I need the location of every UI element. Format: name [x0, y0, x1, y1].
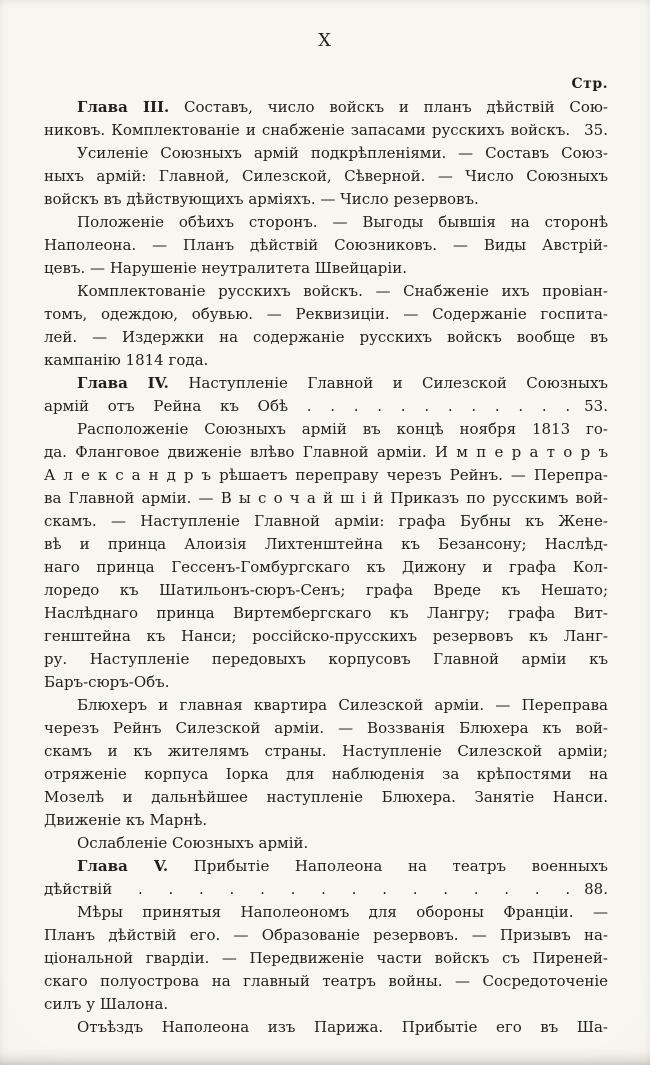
text-line: Расположеніе Союзныхъ армій въ концѣ ноября 1813 го- [77, 420, 608, 438]
text-line: черезъ Рейнъ Силезской арміи. — Воззванія Блюхера къ вой- [44, 719, 608, 737]
chapter-title-pageline [44, 119, 608, 142]
text-line: Комплектованіе русскихъ войскъ. — Снабженіе ихъ провіан- [77, 282, 608, 300]
text-line: ру. Наступленіе передовыхъ корпусовъ Главной арміи къ [44, 650, 608, 668]
text-line: Отъѣздъ Наполеона изъ Парижа. Прибытіе его въ Ша- [77, 1018, 608, 1036]
chapter-title-line [44, 855, 608, 878]
toc-paragraph-continued [44, 1016, 608, 1039]
text-line: ціональной гвардіи. — Передвиженіе части войскъ съ Пиреней- [44, 949, 608, 967]
text-line: лоредо къ Шатильонъ-сюръ-Сенъ; графа Вреде къ Нешато; [44, 581, 608, 599]
chapter-title-line [44, 372, 608, 395]
text-line: Мозелѣ и дальнѣйшее наступленіе Блюхера. Занятіе Нанси. [44, 788, 608, 806]
text-line: томъ, одеждою, обувью. — Реквизиціи. — Содержаніе госпита- [44, 305, 608, 323]
text-line: кампанію 1814 года. [44, 351, 209, 369]
chapter-label: Глава IV. [77, 374, 169, 392]
chapter-title-continuation: армій отъ Рейна къ Обѣ . . . . . . . . . . . . [44, 397, 571, 415]
text-line: наго принца Гессенъ-Гомбургскаго къ Дижону и графа Кол- [44, 558, 608, 576]
text-line: лей. — Издержки на содержаніе русскихъ войскъ вообще въ [44, 328, 608, 346]
text-line: Планъ дѣйствій его. — Образованіе резервовъ. — Призывъ на- [44, 926, 608, 944]
text-line: А л е к с а н д р ъ рѣшаетъ переправу черезъ Рейнъ. — Перепра- [44, 466, 608, 484]
toc-paragraph [44, 694, 608, 832]
text-line: ныхъ армій: Главной, Силезской, Сѣверной. — Число Союзныхъ [44, 167, 608, 185]
text-line: да. Фланговое движеніе влѣво Главной арміи. И м п е р а т о р ъ [44, 443, 608, 461]
chapter-title-pageline [44, 878, 608, 901]
toc-entry-chapter-3 [44, 96, 608, 142]
chapter-title-text: Прибытіе Наполеона на театръ военныхъ [193, 857, 608, 875]
toc-paragraph [44, 142, 608, 211]
chapter-title-text: Наступленіе Главной и Силезской Союзныхъ [188, 374, 608, 392]
chapter-title-line [44, 96, 608, 119]
text-line: цевъ. — Нарушеніе неутралитета Швейцаріи. [44, 259, 407, 277]
text-line: Положеніе обѣихъ сторонъ. — Выгоды бывшія на сторонѣ [77, 213, 608, 231]
chapter-title-continuation: никовъ. Комплектованіе и снабженіе запасами русскихъ войскъ. [44, 121, 571, 139]
text-line: отряженіе корпуса Іорка для наблюденія за крѣпостями на [44, 765, 608, 783]
text-line: скамъ и къ жителямъ страны. Наступленіе Силезской арміи; [44, 742, 608, 760]
text-line: силъ у Шалона. [44, 995, 169, 1013]
text-line: скаго полуострова на главный театръ войны. — Сосредоточеніе [44, 972, 608, 990]
text-line: скамъ. — Наступленіе Главной арміи: графа Бубны къ Жене- [44, 512, 608, 530]
text-line: генштейна къ Нанси; россійско-прусскихъ резервовъ къ Ланг- [44, 627, 608, 645]
toc-text-block [44, 96, 608, 1039]
chapter-page-number: 35. [584, 121, 608, 139]
text-line: Ослабленіе Союзныхъ армій. [77, 834, 309, 852]
toc-paragraph [44, 211, 608, 280]
toc-entry-chapter-5 [44, 855, 608, 901]
text-line: Наполеона. — Планъ дѣйствій Союзниковъ. — Виды Австрій- [44, 236, 608, 254]
text-line: войскъ въ дѣйствующихъ арміяхъ. — Число резервовъ. [44, 190, 479, 208]
text-line: Баръ-сюръ-Объ. [44, 673, 170, 691]
chapter-page-number: 53. [584, 397, 608, 415]
page-numeral: X [318, 30, 332, 51]
toc-paragraph [44, 901, 608, 1016]
text-line: Усиленіе Союзныхъ армій подкрѣпленіями. — Составъ Союз- [77, 144, 608, 162]
chapter-label: Глава III. [77, 98, 170, 116]
toc-paragraph [44, 418, 608, 694]
text-line: Движеніе къ Марнѣ. [44, 811, 208, 829]
text-line: вѣ и принца Алоизія Лихтенштейна къ Безансону; Наслѣд- [44, 535, 608, 553]
text-line: Мѣры принятыя Наполеономъ для обороны Франціи. — [77, 903, 608, 921]
toc-paragraph [44, 832, 608, 855]
text-line: Блюхеръ и главная квартира Силезской арміи. — Переправа [77, 696, 608, 714]
page-column-heading: Стр. [571, 76, 608, 92]
chapter-page-number: 88. [584, 880, 608, 898]
text-line: ва Главной арміи. — В ы с о ч а й ш і й Приказъ по русскимъ вой- [44, 489, 608, 507]
chapter-title-continuation: дѣйствій . . . . . . . . . . . . . . . [44, 880, 571, 898]
toc-paragraph [44, 280, 608, 372]
chapter-label: Глава V. [77, 857, 169, 875]
chapter-title-text: Составъ, число войскъ и планъ дѣйствій Сою- [184, 98, 608, 116]
chapter-title-pageline [44, 395, 608, 418]
toc-entry-chapter-4 [44, 372, 608, 418]
text-line: Наслѣднаго принца Виртембергскаго къ Лангру; графа Вит- [44, 604, 608, 622]
